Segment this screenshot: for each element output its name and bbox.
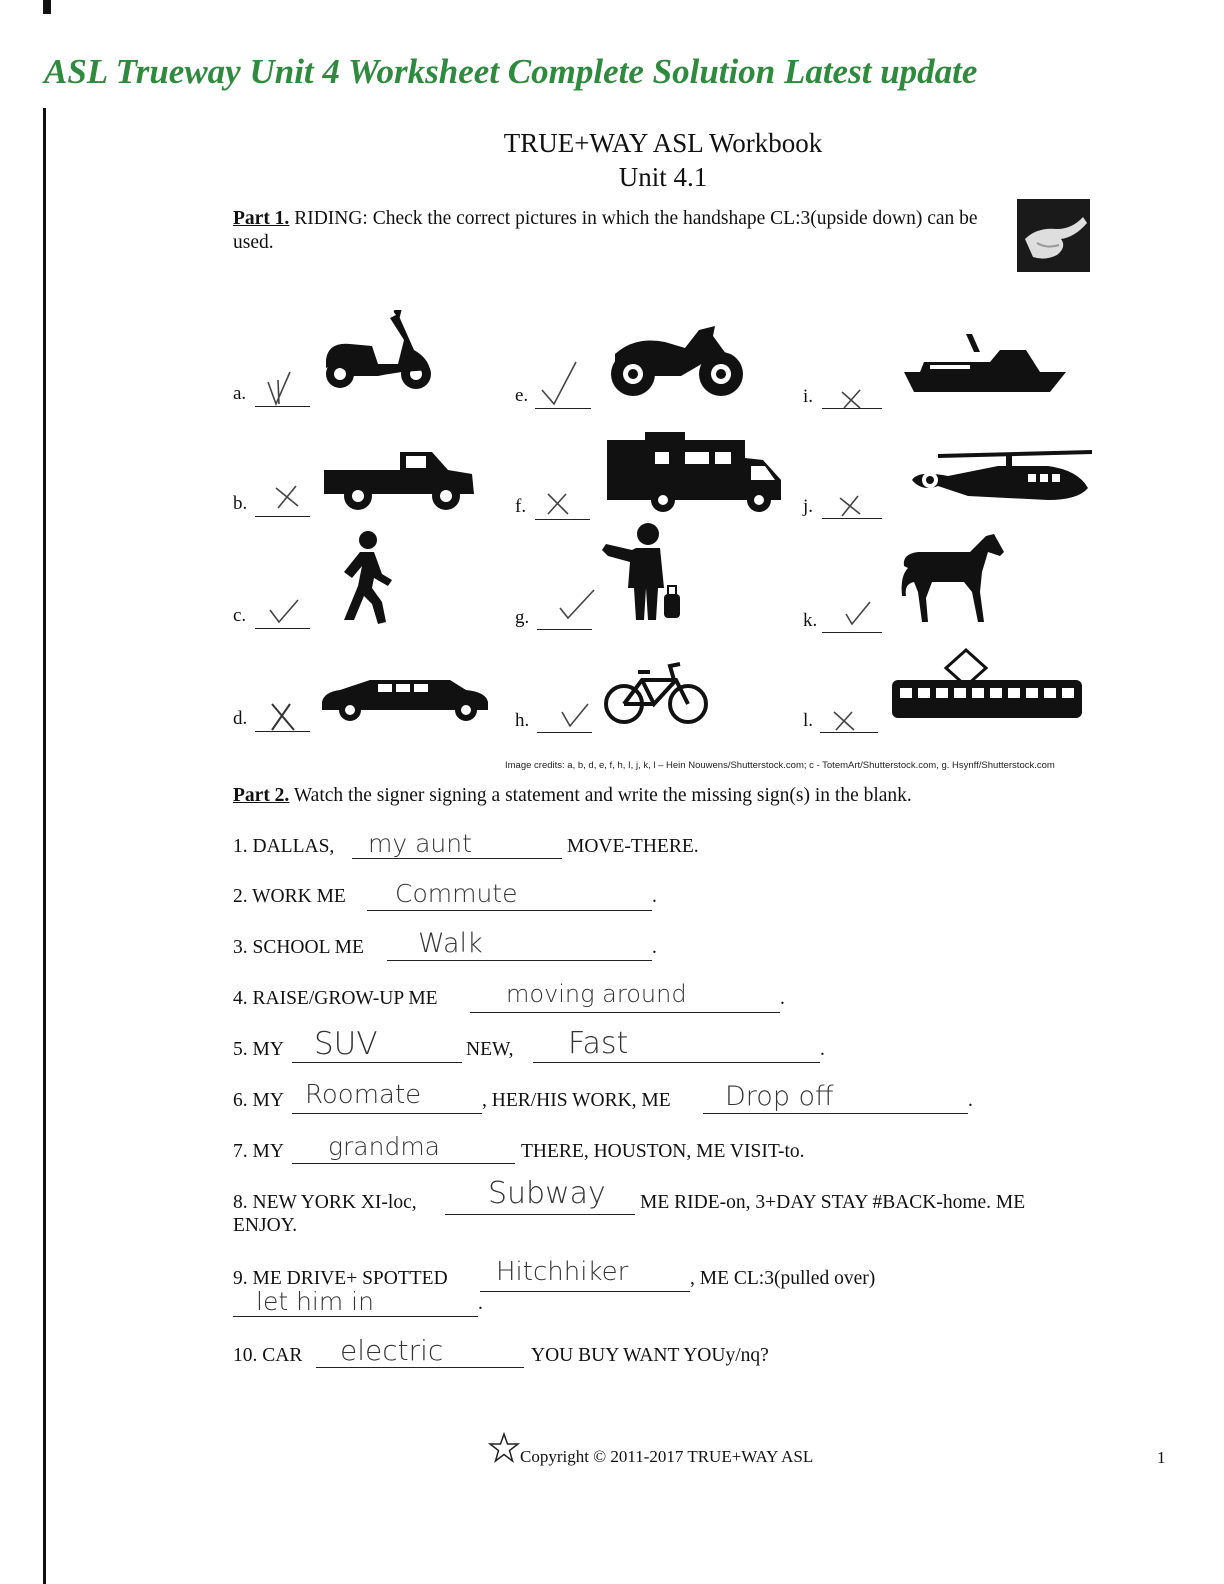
horse-icon	[900, 532, 1008, 626]
unit-title: Unit 4.1	[618, 162, 708, 192]
option-k	[803, 610, 817, 632]
star-icon	[488, 1432, 520, 1464]
option-j	[803, 496, 813, 518]
handwritten-answer-8: Subway	[488, 1176, 606, 1211]
image-credits: Image credits: a, b, d, e, f, h, I, j, k, l – Hein Nouwens/Shutterstock.com; c - TotemArt/Shutterstock.com, g. Hsynff/Shutterstock.com	[505, 760, 1055, 771]
option-h	[515, 710, 529, 732]
handwritten-answer-10: electric	[340, 1334, 444, 1367]
rv-camper-icon	[605, 430, 785, 514]
question-8-continuation: ENJOY.	[233, 1215, 298, 1236]
part1-instructions	[233, 207, 1023, 255]
x-mark-l	[830, 708, 860, 734]
check-mark-c	[266, 596, 306, 628]
option-c	[233, 605, 246, 627]
check-mark-h	[558, 700, 594, 732]
copyright: Copyright © 2011-2017 TRUE+WAY ASL	[520, 1447, 814, 1466]
boat-icon	[900, 332, 1070, 398]
question-10-suffix: YOU BUY WANT YOUy/nq?	[531, 1345, 769, 1366]
handwritten-answer-5b: Fast	[568, 1026, 629, 1061]
option-a	[233, 383, 246, 405]
trolley-icon	[890, 646, 1084, 726]
pickup-truck-icon	[320, 448, 476, 512]
part2-text: Watch the signer signing a statement and write the missing sign(s) in the blank.	[289, 785, 912, 806]
option-letter: g.	[515, 607, 530, 628]
scan-edge-line	[43, 108, 46, 1584]
option-i	[803, 386, 813, 408]
question-2-prefix: 2. WORK ME	[233, 886, 346, 907]
check-mark-k	[842, 598, 876, 630]
part1-text: RIDING: Check the correct pictures in which the handshape CL:3(upside down) can be used.	[233, 208, 978, 253]
question-4-suffix: .	[780, 988, 785, 1009]
option-letter: f.	[515, 496, 527, 517]
x-mark-i	[838, 388, 868, 412]
option-d	[233, 708, 247, 730]
question-6-prefix: 6. MY	[233, 1090, 284, 1111]
helicopter-icon	[908, 440, 1094, 510]
option-letter: h.	[515, 710, 530, 731]
option-letter: a.	[233, 383, 247, 404]
question-2-suffix: .	[652, 886, 657, 907]
question-9-prefix: 9. ME DRIVE+ SPOTTED	[233, 1268, 448, 1289]
question-5-middle: NEW,	[466, 1039, 514, 1060]
page-number: 1	[1157, 1448, 1166, 1467]
question-1-suffix: MOVE-THERE.	[567, 836, 699, 857]
option-l	[803, 710, 813, 732]
handwritten-answer-3: Walk	[418, 928, 483, 959]
question-9-middle: , ME CL:3(pulled over)	[690, 1268, 876, 1289]
option-b	[233, 493, 247, 515]
question-4-prefix: 4. RAISE/GROW-UP ME	[233, 988, 438, 1009]
question-6-middle: , HER/HIS WORK, ME	[482, 1090, 671, 1111]
check-mark-a	[262, 368, 302, 408]
bicycle-icon	[602, 660, 710, 726]
option-letter: c.	[233, 605, 247, 626]
question-7-prefix: 7. MY	[233, 1141, 284, 1162]
check-mark-g	[556, 586, 600, 626]
handwritten-answer-1: my aunt	[368, 829, 472, 858]
handshape-photo	[1017, 199, 1090, 272]
handwritten-answer-9a: Hitchhiker	[496, 1257, 629, 1287]
question-6-suffix: .	[968, 1090, 973, 1111]
question-8-prefix: 8. NEW YORK XI-loc,	[233, 1192, 417, 1213]
option-letter: j.	[803, 496, 814, 517]
question-3-suffix: .	[652, 937, 657, 958]
option-letter: k.	[803, 610, 818, 631]
option-letter: b.	[233, 493, 248, 514]
workbook-title: TRUE+WAY ASL Workbook	[503, 128, 823, 158]
option-e	[515, 385, 528, 407]
question-7-suffix: THERE, HOUSTON, ME VISIT-to.	[521, 1141, 805, 1162]
question-5-suffix: .	[820, 1039, 825, 1060]
handwritten-answer-9b: let him in	[256, 1287, 374, 1316]
x-mark-f	[544, 490, 574, 518]
part2-instructions	[233, 785, 912, 807]
part2-label: Part 2.	[233, 785, 290, 806]
question-10-prefix: 10. CAR	[233, 1345, 303, 1366]
question-1-prefix: 1. DALLAS,	[233, 836, 335, 857]
part1-label: Part 1.	[233, 208, 290, 229]
question-5-prefix: 5. MY	[233, 1039, 284, 1060]
option-letter: e.	[515, 385, 529, 406]
check-mark-e	[538, 360, 584, 408]
question-9-suffix: .	[478, 1293, 483, 1314]
x-mark-b	[270, 482, 310, 512]
option-f	[515, 496, 526, 518]
option-letter: i.	[803, 386, 814, 407]
x-mark-j	[836, 494, 866, 518]
handwritten-answer-5a: SUV	[314, 1026, 378, 1062]
question-8-suffix: ME RIDE-on, 3+DAY STAY #BACK-home. ME	[640, 1192, 1026, 1213]
corner-mark	[43, 0, 51, 14]
scooter-icon	[318, 310, 436, 392]
handwritten-answer-6a: Roomate	[305, 1080, 422, 1110]
motorcycle-icon	[605, 322, 745, 398]
limousine-icon	[320, 672, 490, 722]
option-letter: l.	[803, 710, 814, 731]
handwritten-answer-4: moving around	[506, 980, 687, 1008]
handwritten-answer-6b: Drop off	[725, 1081, 834, 1112]
option-letter: d.	[233, 708, 248, 729]
banner-title: ASL Trueway Unit 4 Worksheet Complete Solution Latest update	[44, 52, 978, 91]
x-mark-d	[266, 700, 306, 734]
hitchhiker-icon	[598, 522, 690, 622]
handwritten-answer-2: Commute	[395, 879, 518, 908]
handwritten-answer-7: grandma	[328, 1132, 440, 1161]
option-g	[515, 607, 529, 629]
question-3-prefix: 3. SCHOOL ME	[233, 937, 364, 958]
walking-person-icon	[330, 530, 396, 626]
